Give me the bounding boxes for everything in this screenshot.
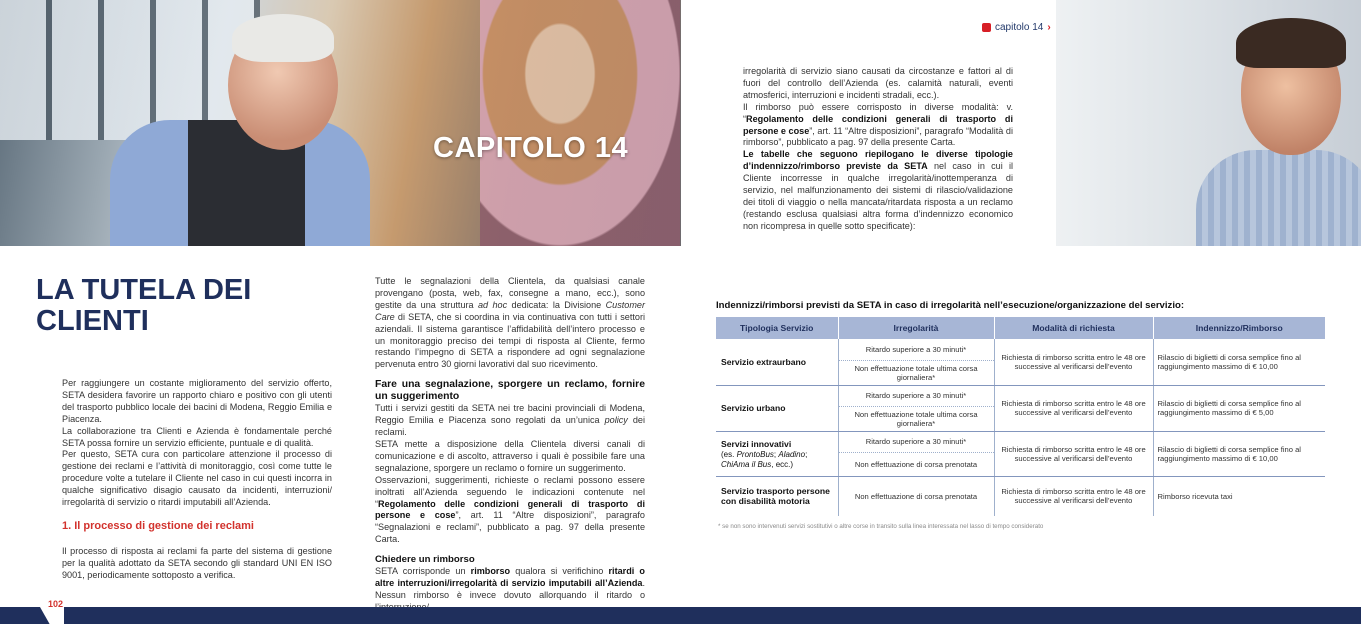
man-hair: [232, 14, 334, 62]
table-cell: Richiesta di rimborso scritta entro le 48 ore successive al verificarsi dell’evento: [994, 385, 1153, 431]
table-row: [716, 431, 1325, 452]
operator-body: [1196, 150, 1361, 246]
table-cell: Ritardo superiore a 30 minuti*: [838, 339, 994, 360]
table-cell: Rimborso ricevuta taxi: [1157, 491, 1233, 501]
paragraph: SETA corrisponde un rimborso qualora si verifichino ritardi o altre interruzioni/irregolarità di servizio imputabili all’Azienda. Nessun rimborso è invece dovuto allorquando il ritardo o: [375, 566, 645, 600]
man-figure: [110, 120, 370, 246]
column-header: Modalità di richiesta: [994, 317, 1153, 339]
operator-hair: [1236, 18, 1346, 68]
paragraph: Per questo, SETA cura con particolare attenzione il processo di gestione dei reclami e l’attività di monitoraggio, così come tutte le procedure volte a tutelare il Cliente nel caso in cui questi incorra in qualche significativo disagio causato da incidenti, interruzioni/ irregolarità di servizio o ritardi imputabili all’Azienda.: [62, 449, 332, 508]
column-3: [743, 66, 1013, 233]
paragraph: La collaborazione tra Clienti e Azienda è fondamentale perché SETA possa fornire un servizio efficiente, puntuale e di qualità.: [62, 425, 332, 448]
table-title: Indennizzi/rimborsi previsti da SETA in caso di irregolarità nell’esecuzione/organizzazione del servizio:: [716, 300, 1185, 311]
column-1-outro: [62, 546, 332, 582]
table-cell: Richiesta di rimborso scritta entro le 48 ore successive al verificarsi dell’evento: [994, 476, 1153, 516]
column-header: Tipologia Servizio: [716, 317, 838, 339]
chevron-right-icon: ›: [1047, 22, 1051, 33]
table-cell: Rilascio di biglietti di corsa semplice fino al raggiungimento massimo di € 10,00: [1153, 339, 1325, 385]
subheading-rimborso: Chiedere un rimborso: [375, 554, 475, 566]
footer-band: [0, 607, 1361, 624]
section-heading: 1. Il processo di gestione dei reclami: [62, 520, 254, 532]
paragraph: SETA mette a disposizione della Clientela diversi canali di comunicazione e di ascolto, attraverso i quali è possibile fare una segnalazione, sporgere un reclamo o fornire un suggerimento.: [375, 438, 645, 473]
table-row: [716, 476, 1325, 516]
table-cell: Non effettuazione totale ultima corsa giornaliera*: [838, 360, 994, 385]
paragraph: Per raggiungere un costante miglioramento del servizio offerto, SETA desidera favorire un rapporto chiaro e positivo con gli utenti del trasporto pubblico locale dei bacini di Modena, Reggio Emilia e Piacenza.: [62, 378, 332, 424]
table-header-row: [716, 317, 1325, 339]
office-window: [0, 0, 260, 140]
table-row: [716, 385, 1325, 406]
table-cell: Richiesta di rimborso scritta entro le 48 ore successive al verificarsi dell’evento: [994, 339, 1153, 385]
woman-figure: [480, 0, 680, 246]
table-cell: Ritardo superiore a 30 minuti*: [838, 385, 994, 406]
chapter-title: CAPITOLO 14: [433, 132, 629, 164]
cover-photo-right: [1056, 0, 1361, 246]
column-1-intro: [62, 378, 332, 509]
table-cell: Richiesta di rimborso scritta entro le 48 ore successive al verificarsi dell’evento: [994, 431, 1153, 476]
table-cell: Servizi innovativi (es. ProntoBus; Aladino; ChiAma il Bus, ecc.): [716, 431, 838, 476]
table-cell: Non effettuazione totale ultima corsa giornaliera*: [838, 406, 994, 431]
cover-photo-left: [0, 0, 681, 246]
paragraph: irregolarità di servizio siano causati da circostanze e fattori al di fuori del controllo dell’Azienda (es. calamità naturali, eventi atmosferici, interruzioni e incidenti stradali, ecc.).: [743, 66, 1013, 100]
running-head: [982, 22, 1051, 33]
column-2: [375, 276, 645, 614]
table-cell: Non effettuazione di corsa prenotata: [838, 476, 994, 516]
paragraph: Osservazioni, suggerimenti, richieste o reclami possono essere inoltrati all’Azienda seguendo le indicazioni contenute nel “Regolamento delle condizioni generali di trasporto di persone e cose”, art. 11 “Altre disposizioni”, paragrafo “Segnalazioni e reclami”, pubblicato a pag. 97 della presente Carta.: [375, 474, 645, 545]
indemnity-table: [716, 317, 1325, 516]
column-header: Indennizzo/Rimborso: [1153, 317, 1325, 339]
paragraph: Tutti i servizi gestiti da SETA nei tre bacini provinciali di Modena, Reggio Emilia e Piacenza sono regolati da un’unica policy dei reclami.: [375, 403, 645, 438]
paragraph: Il rimborso può essere corrisposto in diverse modalità: v. “Regolamento delle condizioni generali di trasporto di persone e cose”, art. 11 “Altre disposizioni”, paragrafo “Modalità di rimborso”, pubblicato a pag. 97 della presente Carta.: [743, 101, 1013, 148]
column-header: Irregolarità: [838, 317, 994, 339]
table-cell: Rilascio di biglietti di corsa semplice fino al raggiungimento massimo di € 5,00: [1153, 385, 1325, 431]
table-row: [716, 339, 1325, 360]
paragraph: Il processo di risposta ai reclami fa parte del sistema di gestione per la qualità adottato da SETA secondo gli standard UNI EN ISO 9001, periodicamente sottoposto a verifica.: [62, 546, 332, 580]
table-cell: Ritardo superiore a 30 minuti*: [838, 431, 994, 452]
paragraph: Le tabelle che seguono riepilogano le diverse tipologie d’indennizzo/rimborso previste da SETA nel caso in cui il Cliente incorresse in qualche irregolarità/inottemperanza di servizio, nel malfunzionamento dei sistemi di rilascio/validazione dei titoli di viaggio o nella mancata/ritardata risposta a un reclamo (restando esclusa qualsiasi altra forma d’indennizzo economico non ricompresa in quelle sotto specificate):: [743, 149, 1013, 231]
table-cell: Rilascio di biglietti di corsa semplice fino al raggiungimento massimo di € 10,00: [1153, 431, 1325, 476]
table-cell: Servizio extraurbano: [716, 339, 838, 385]
running-head-label: capitolo 14: [995, 22, 1044, 33]
subheading-reclami: Fare una segnalazione, sporgere un reclamo, fornire un suggerimento: [375, 379, 645, 403]
table-cell: Servizio trasporto persone con disabilità motoria: [716, 476, 838, 516]
table-cell: Non effettuazione di corsa prenotata: [838, 452, 994, 476]
table-footnote: * se non sono intervenuti servizi sostitutivi o altre corse in transito sulla linea interessata nel lasso di tempo considerato: [718, 523, 1044, 530]
paragraph: Tutte le segnalazioni della Clientela, da qualsiasi canale provengano (posta, web, fax, consegne a mano, ecc.), sono gestite da una struttura ad hoc dedicata: la Divisione Customer Care di SETA, che si coordina in via continuativa con tutti i settori aziendali. Il sistema garantisce l’affidabilità dell’intero processo e un monitoraggio preciso dei tempi di risposta al Cliente, fermo restando l’impegno di SETA a rispondere ad ogni segnalazione pervenuta entro 30 giorni lavorativi dal suo ricevimento.: [375, 276, 645, 370]
chapter-marker-icon: [982, 23, 991, 32]
page-number: 102: [48, 599, 64, 609]
main-heading: LA TUTELA DEI CLIENTI: [36, 274, 252, 337]
table-cell: Servizio urbano: [716, 385, 838, 431]
